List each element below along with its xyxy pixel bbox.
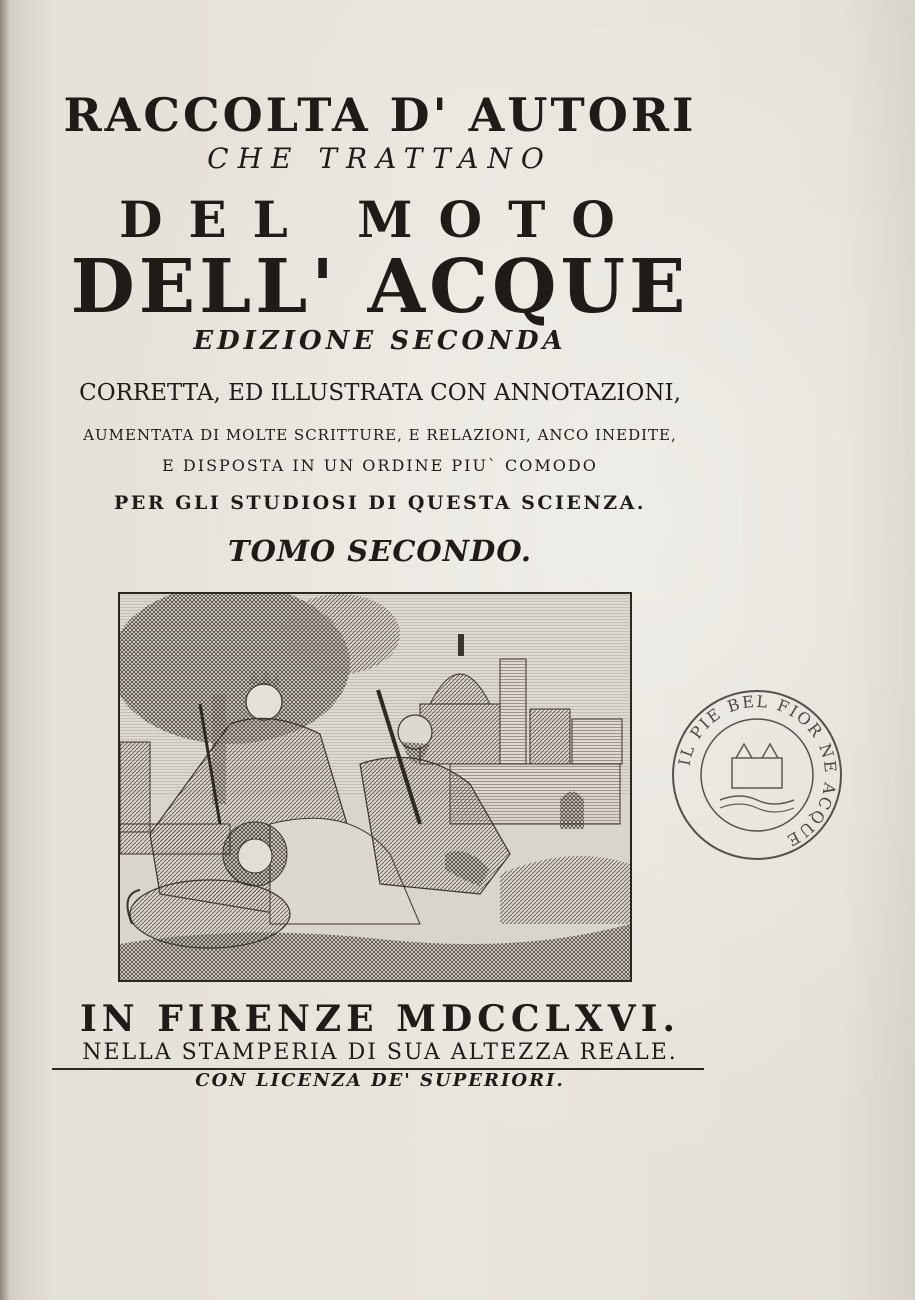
engraved-vignette xyxy=(118,592,632,982)
vignette-illustration xyxy=(120,594,630,980)
subtitle-line-aumentata: AUMENTATA DI MOLTE SCRITTURE, E RELAZIONI, ANCO INEDITE, xyxy=(83,426,677,444)
imprint-printer: NELLA STAMPERIA DI SUA ALTEZZA REALE. xyxy=(82,1040,678,1065)
subtitle-line-studiosi: PER GLI STUDIOSI DI QUESTA SCIENZA. xyxy=(114,492,646,514)
title-line-che-trattano: CHE TRATTANO xyxy=(207,142,553,175)
title-line-del-moto: DEL MOTO xyxy=(119,190,641,249)
subtitle-line-corretta: CORRETTA, ED ILLUSTRATA CON ANNOTAZIONI, xyxy=(79,380,681,406)
stamp-emblem-icon xyxy=(720,744,794,812)
volume-line: TOMO SECONDO. xyxy=(227,534,532,568)
library-stamp xyxy=(670,688,844,862)
title-line-dell-acque: DELL' ACQUE xyxy=(70,244,690,330)
imprint-place-date: IN FIRENZE MDCCLXVI. xyxy=(79,998,681,1040)
subtitle-line-disposta: E DISPOSTA IN UN ORDINE PIU` COMODO xyxy=(162,456,598,475)
stamp-motto: IL PIE BEL FIOR NE ACQUE xyxy=(674,691,841,851)
imprint-license: CON LICENZA DE' SUPERIORI. xyxy=(195,1070,565,1091)
title-line-raccolta: RACCOLTA D' AUTORI xyxy=(63,88,697,142)
edition-line: EDIZIONE SECONDA xyxy=(193,326,567,356)
page-edge xyxy=(0,0,10,1300)
